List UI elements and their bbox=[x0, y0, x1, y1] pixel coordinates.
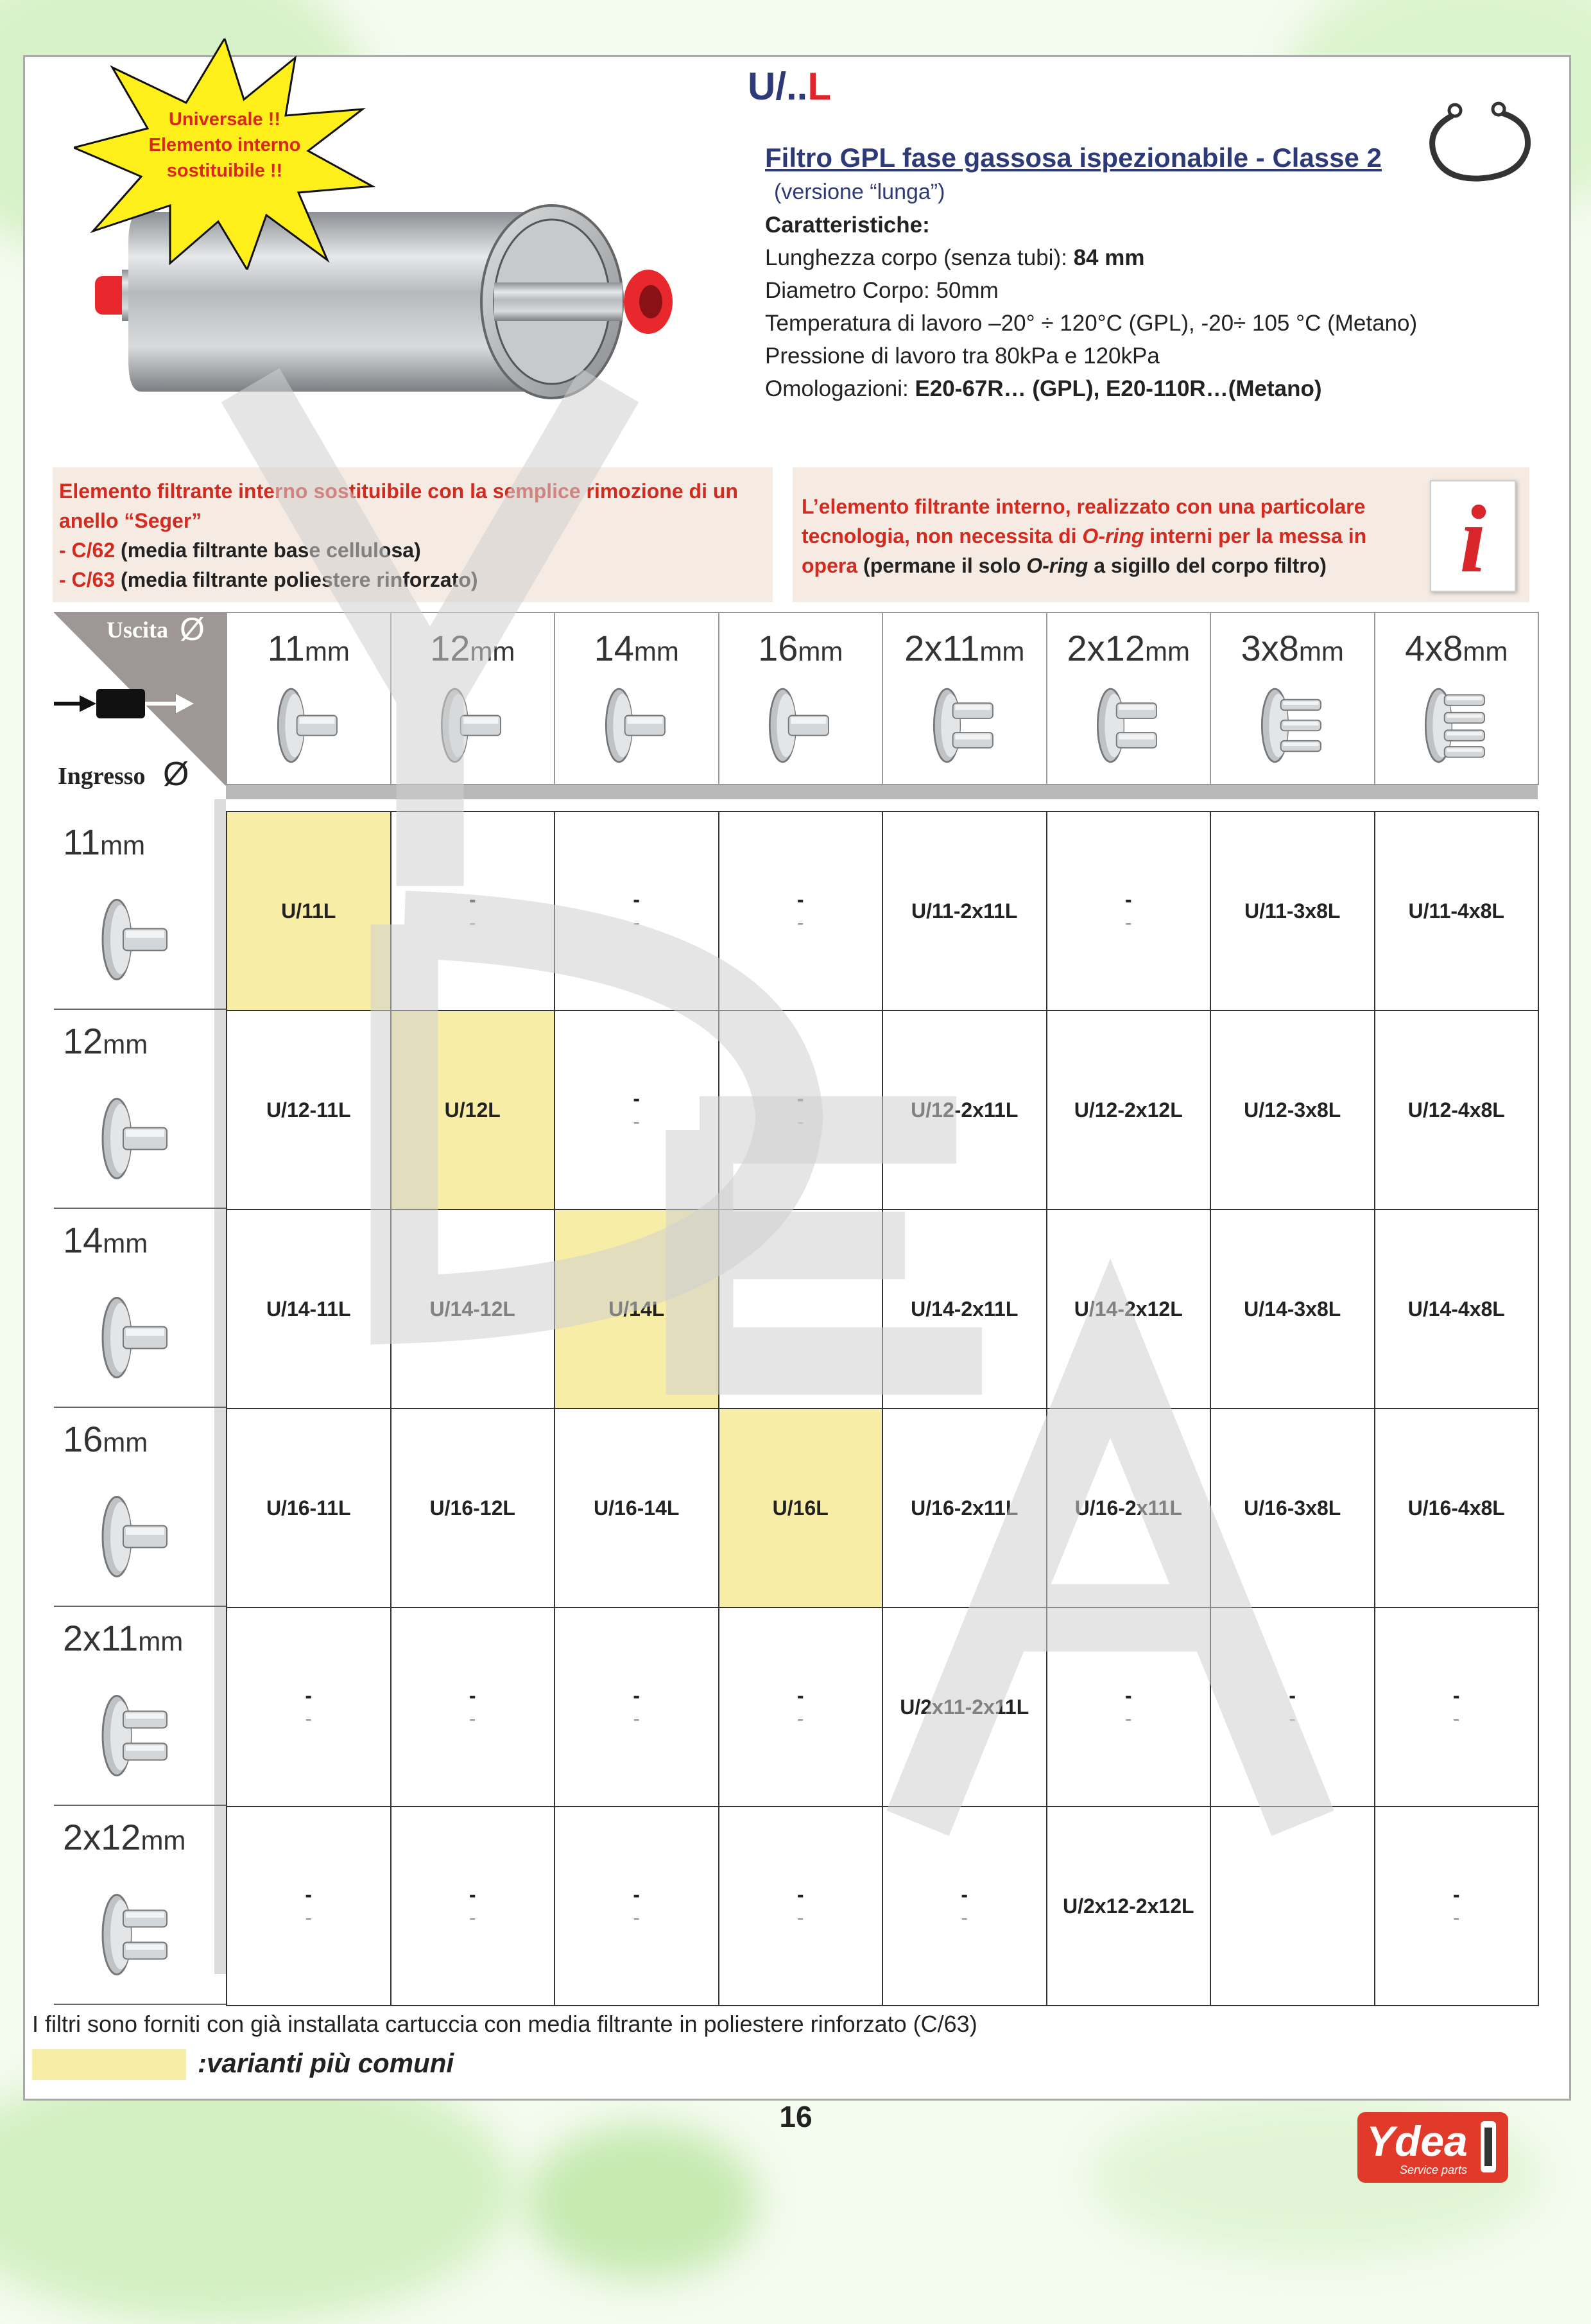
table-cell bbox=[226, 1209, 391, 1409]
table-corner-header bbox=[54, 612, 226, 798]
svg-text:Service parts: Service parts bbox=[1400, 2164, 1468, 2176]
column-header-label: 4x8mm bbox=[1405, 628, 1508, 668]
part-code: U/11-2x11L bbox=[911, 899, 1018, 923]
table-cell: - - bbox=[718, 811, 884, 1011]
row-header-label: 12mm bbox=[63, 1021, 148, 1061]
hose-fitting-icon bbox=[273, 677, 344, 774]
table-cell bbox=[882, 1209, 1047, 1409]
row-header-label: 2x11mm bbox=[63, 1618, 184, 1658]
hose-fitting-icon bbox=[1093, 677, 1164, 774]
table-cell bbox=[226, 1010, 391, 1210]
background-blob bbox=[526, 2125, 757, 2279]
spec-length: Lunghezza corpo (senza tubi): 84 mm bbox=[765, 245, 1145, 270]
table-cell bbox=[1210, 1806, 1375, 2006]
table-cell bbox=[1374, 811, 1540, 1011]
table-cell bbox=[226, 1408, 391, 1608]
part-code: U/16-2x11L bbox=[1074, 1496, 1182, 1520]
part-code: U/12-4x8L bbox=[1407, 1098, 1505, 1122]
hose-fitting-icon bbox=[98, 1484, 175, 1590]
part-code: U/11-4x8L bbox=[1408, 899, 1504, 923]
table-cell bbox=[390, 1010, 556, 1210]
spec-diameter: Diametro Corpo: 50mm bbox=[765, 278, 999, 303]
compatibility-table bbox=[54, 612, 1538, 2007]
table-cell bbox=[882, 811, 1047, 1011]
footer-note: I filtri sono forniti con già installata cartuccia con media filtrante in poliestere rinforzato (C/63) bbox=[32, 2011, 977, 2037]
table-cell bbox=[882, 1408, 1047, 1608]
column-header bbox=[390, 612, 556, 785]
table-cell bbox=[390, 1408, 556, 1608]
table-cell bbox=[554, 1408, 719, 1608]
svg-text:Uscita: Uscita bbox=[107, 617, 168, 643]
part-code: U/12-11L bbox=[266, 1098, 351, 1122]
column-header bbox=[226, 612, 391, 785]
table-cell bbox=[882, 1607, 1047, 1807]
column-header bbox=[1374, 612, 1540, 785]
row-header bbox=[54, 1010, 226, 1209]
table-cell bbox=[718, 1209, 884, 1409]
row-header-label: 2x12mm bbox=[63, 1817, 186, 1857]
table-cell bbox=[1210, 1209, 1375, 1409]
part-code: U/16L bbox=[772, 1496, 829, 1520]
part-code: U/16-4x8L bbox=[1407, 1496, 1505, 1520]
table-cell bbox=[1046, 1408, 1212, 1608]
table-cell bbox=[1374, 1408, 1540, 1608]
svg-text:i: i bbox=[1459, 486, 1486, 591]
part-code: U/16-12L bbox=[429, 1496, 515, 1520]
part-code: U/12-3x8L bbox=[1244, 1098, 1341, 1122]
table-cell: - - bbox=[554, 1806, 719, 2006]
table-cell: - - bbox=[718, 1806, 884, 2006]
part-code: U/14-2x11L bbox=[911, 1297, 1019, 1321]
table-cell: - - bbox=[882, 1806, 1047, 2006]
hose-fitting-icon bbox=[765, 677, 836, 774]
svg-text:Ø: Ø bbox=[163, 756, 189, 793]
hose-fitting-icon bbox=[601, 677, 672, 774]
row-header bbox=[54, 1209, 226, 1408]
part-code: U/14L bbox=[608, 1297, 665, 1321]
table-cell bbox=[1046, 1209, 1212, 1409]
table-header-divider bbox=[226, 785, 1538, 799]
part-code: U/12-2x12L bbox=[1074, 1098, 1183, 1122]
svg-text:Ingresso: Ingresso bbox=[58, 763, 146, 790]
table-cell bbox=[1374, 1010, 1540, 1210]
part-code: U/16-11L bbox=[266, 1496, 351, 1520]
row-header-label: 16mm bbox=[63, 1419, 148, 1459]
column-header bbox=[882, 612, 1047, 785]
hose-fitting-icon bbox=[98, 1683, 175, 1789]
row-header bbox=[54, 1607, 226, 1806]
part-code: U/16-14L bbox=[594, 1496, 680, 1520]
row-header-label: 14mm bbox=[63, 1220, 148, 1260]
table-cell bbox=[226, 811, 391, 1011]
part-code: U/14-3x8L bbox=[1244, 1297, 1341, 1321]
table-cell bbox=[1374, 1209, 1540, 1409]
row-header bbox=[54, 811, 226, 1010]
row-header bbox=[54, 1408, 226, 1607]
table-cell bbox=[718, 1408, 884, 1608]
part-code: U/14-12L bbox=[429, 1297, 515, 1321]
part-code: U/16-3x8L bbox=[1244, 1496, 1341, 1520]
part-code: U/12-2x11L bbox=[911, 1098, 1019, 1122]
part-code: U/11-3x8L bbox=[1244, 899, 1341, 923]
table-cell: - - bbox=[554, 1010, 719, 1210]
product-code-title: U/..L bbox=[748, 65, 831, 108]
replaceable-element-notice: Elemento filtrante interno sostituibile con la semplice rimozione di un anello “Seger” - C/62 (media filtrante base cellulosa) - C/63 (media filtrante poliestere rinforzato) bbox=[53, 467, 773, 602]
column-header bbox=[554, 612, 719, 785]
column-header-label: 2x11mm bbox=[904, 628, 1025, 668]
table-cell bbox=[1046, 1806, 1212, 2006]
part-code: U/2x12-2x12L bbox=[1062, 1894, 1194, 1918]
table-cell bbox=[554, 1209, 719, 1409]
table-cell: - - bbox=[390, 1806, 556, 2006]
table-cell: - - bbox=[554, 1607, 719, 1807]
column-header-label: 3x8mm bbox=[1241, 628, 1344, 668]
table-cell bbox=[1046, 1010, 1212, 1210]
column-header-label: 11mm bbox=[267, 628, 350, 668]
table-cell bbox=[390, 1209, 556, 1409]
legend-label: :varianti più comuni bbox=[198, 2048, 454, 2078]
table-cell: - - bbox=[226, 1806, 391, 2006]
column-header-label: 12mm bbox=[430, 628, 515, 668]
table-cell bbox=[882, 1010, 1047, 1210]
info-icon bbox=[1430, 480, 1516, 592]
part-code: U/14-4x8L bbox=[1407, 1297, 1505, 1321]
spec-approvals: Omologazioni: E20-67R… (GPL), E20-110R…(Metano) bbox=[765, 376, 1322, 401]
table-cell: - - bbox=[1374, 1806, 1540, 2006]
svg-text:Ø: Ø bbox=[180, 612, 205, 647]
table-cell: - - bbox=[226, 1607, 391, 1807]
product-specs bbox=[765, 140, 1567, 405]
column-header bbox=[1210, 612, 1375, 785]
part-code: U/14-2x12L bbox=[1074, 1297, 1183, 1321]
table-cell: - - bbox=[390, 811, 556, 1011]
row-header-label: 11mm bbox=[63, 822, 146, 862]
legend-swatch bbox=[32, 2049, 186, 2080]
starburst-text: Universale !! Elemento interno sostituibile !! bbox=[148, 109, 301, 181]
part-code: U/11L bbox=[281, 899, 336, 923]
part-code: U/16-2x11L bbox=[911, 1496, 1019, 1520]
part-code: U/12L bbox=[444, 1098, 501, 1122]
spec-temperature: Temperatura di lavoro –20° ÷ 120°C (GPL), -20÷ 105 °C (Metano) bbox=[765, 311, 1418, 336]
hose-fitting-icon bbox=[1421, 677, 1492, 774]
table-cell: - - bbox=[1210, 1607, 1375, 1807]
product-heading: Filtro GPL fase gassosa ispezionabile - Classe 2 bbox=[765, 143, 1382, 173]
column-header-label: 16mm bbox=[758, 628, 843, 668]
hose-fitting-icon bbox=[98, 1086, 175, 1192]
table-cell bbox=[1210, 811, 1375, 1011]
oring-notice: L’elemento filtrante interno, realizzato con una particolare tecnologia, non necessita di O-ring interni per la messa in opera (permane il solo O-ring a sigillo del corpo filtro) bbox=[793, 467, 1529, 602]
page-number: 16 bbox=[779, 2100, 813, 2133]
hose-fitting-icon bbox=[98, 887, 175, 993]
hose-fitting-icon bbox=[98, 1882, 175, 1988]
row-header bbox=[54, 1806, 226, 2005]
column-header bbox=[1046, 612, 1212, 785]
table-cell: - - bbox=[1046, 1607, 1212, 1807]
part-code: U/14-11L bbox=[266, 1297, 351, 1321]
spec-pressure: Pressione di lavoro tra 80kPa e 120kPa bbox=[765, 343, 1160, 369]
features-label: Caratteristiche: bbox=[765, 212, 930, 238]
column-header bbox=[718, 612, 884, 785]
svg-text:Ydea: Ydea bbox=[1366, 2117, 1468, 2165]
hose-fitting-icon bbox=[929, 677, 1000, 774]
table-cell: - - bbox=[718, 1010, 884, 1210]
table-cell bbox=[1210, 1408, 1375, 1608]
product-subheading: (versione “lunga”) bbox=[774, 180, 945, 204]
hose-fitting-icon bbox=[437, 677, 508, 774]
table-cell: - - bbox=[1046, 811, 1212, 1011]
table-cell: - - bbox=[554, 811, 719, 1011]
hose-fitting-icon bbox=[1257, 677, 1328, 774]
table-cell: - - bbox=[390, 1607, 556, 1807]
table-cell: - - bbox=[1374, 1607, 1540, 1807]
table-cell bbox=[1210, 1010, 1375, 1210]
hose-fitting-icon bbox=[98, 1285, 175, 1391]
part-code: U/2x11-2x11L bbox=[900, 1695, 1029, 1719]
ydea-logo bbox=[1357, 2112, 1508, 2183]
column-header-label: 2x12mm bbox=[1067, 628, 1190, 668]
table-cell: - - bbox=[718, 1607, 884, 1807]
column-header-label: 14mm bbox=[594, 628, 679, 668]
